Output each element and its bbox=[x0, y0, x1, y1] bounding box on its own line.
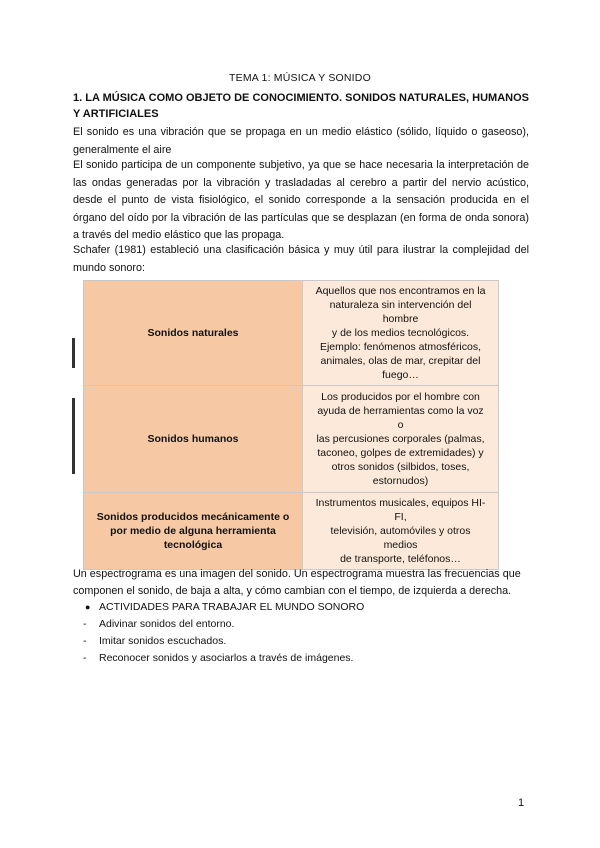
description-line: de transporte, teléfonos… bbox=[340, 553, 461, 565]
paragraph-sound-definition: El sonido es una vibración que se propaga en un medio elástico (sólido, líquido o gaseoso), generalmente el aire bbox=[73, 126, 529, 156]
dash-marker: - bbox=[83, 618, 87, 630]
list-item bbox=[73, 650, 364, 667]
description-line: animales, olas de mar, crepitar del bbox=[320, 355, 481, 367]
description-line: televisión, automóviles y otros medios bbox=[330, 525, 471, 551]
description-line: taconeo, golpes de extremidades) y bbox=[317, 447, 484, 459]
table-description-cell bbox=[303, 493, 499, 570]
description-line: fuego… bbox=[382, 369, 419, 381]
description-line: Ejemplo: fenómenos atmosféricos, bbox=[319, 341, 482, 353]
table-category-cell: Sonidos naturales bbox=[84, 281, 303, 386]
activity-text: Imitar sonidos escuchados. bbox=[99, 635, 227, 647]
description-line: Aquellos que nos encontramos en la bbox=[315, 285, 486, 297]
table-category-cell: Sonidos humanos bbox=[84, 386, 303, 493]
description-line: ayuda de herramientas como la voz o bbox=[317, 405, 484, 431]
table-description-cell bbox=[303, 281, 499, 386]
page-number: 1 bbox=[518, 797, 525, 809]
paragraph-sound-subjective: El sonido participa de un componente subjetivo, ya que se hace necesaria la interpretación de las ondas generadas por la vibración y trasladadas al cerebro a partir del nervio acústico, desde el punto de vista fisiológico, el sonido corresponde a la sensación producida en el órgano del oído por la vibración de las partículas que se desplazan (en forma de onda sonora) a través del medio elástico que las propaga. bbox=[73, 159, 529, 241]
description-line: las percusiones corporales (palmas, bbox=[316, 433, 485, 445]
paragraph-schafer: Schafer (1981) estableció una clasificación básica y muy útil para ilustrar la complejidad del mundo sonoro: bbox=[73, 244, 529, 274]
list-item bbox=[73, 599, 364, 616]
table-category-cell: Sonidos producidos mecánicamente o por medio de alguna herramienta tecnológica bbox=[84, 493, 303, 570]
list-item bbox=[73, 616, 364, 633]
activities-list bbox=[73, 599, 364, 667]
description-line: y de los medios tecnológicos. bbox=[331, 327, 470, 339]
table-row bbox=[84, 281, 499, 386]
dash-marker: - bbox=[83, 635, 87, 647]
description-line: Instrumentos musicales, equipos HI-FI, bbox=[315, 497, 486, 523]
margin-mark bbox=[72, 338, 75, 368]
table-row bbox=[84, 386, 499, 493]
document-title: TEMA 1: MÚSICA Y SONIDO bbox=[229, 72, 371, 84]
list-item bbox=[73, 633, 364, 650]
activities-title: ACTIVIDADES PARA TRABAJAR EL MUNDO SONORO bbox=[99, 601, 365, 613]
margin-mark bbox=[72, 398, 75, 474]
bullet-marker: ● bbox=[85, 602, 91, 612]
description-line: otros sonidos (silbidos, toses, bbox=[331, 461, 470, 473]
paragraph-spectrogram: Un espectrograma es una imagen del sonido. Un espectrograma muestra las frecuencias que componen el sonido, de baja a alta, y cómo cambian con el tiempo, de izquierda a derecha. bbox=[73, 568, 521, 597]
description-line: naturaleza sin intervención del hombre bbox=[329, 299, 472, 325]
table-row bbox=[84, 493, 499, 570]
sound-classification-table bbox=[83, 280, 499, 570]
table-description-cell bbox=[303, 386, 499, 493]
dash-marker: - bbox=[83, 652, 87, 664]
activity-text: Adivinar sonidos del entorno. bbox=[99, 618, 235, 630]
description-line: estornudos) bbox=[372, 475, 429, 487]
section-heading: 1. LA MÚSICA COMO OBJETO DE CONOCIMIENTO. SONIDOS NATURALES, HUMANOS Y ARTIFICIALES bbox=[73, 92, 529, 120]
activity-text: Reconocer sonidos y asociarlos a través de imágenes. bbox=[99, 652, 354, 664]
description-line: Los producidos por el hombre con bbox=[321, 391, 480, 403]
